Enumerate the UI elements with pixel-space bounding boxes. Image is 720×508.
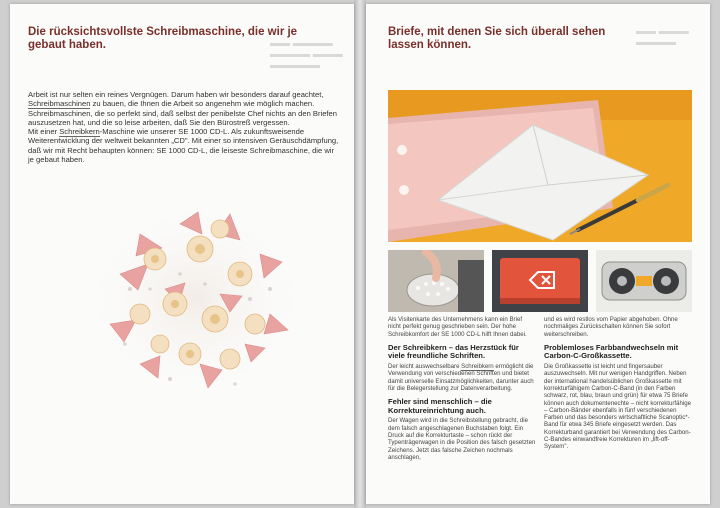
photo-caption: Als Visitenkarte des Unternehmens kann ein Brief nicht perfekt genug geschrieben sein. Der hohe Schreibkomfort der SE 1000 CD-L hilft Ihnen dabei. [388, 316, 527, 338]
body-text: Der leicht auswechselbare [388, 363, 462, 371]
correction-key-photo [492, 250, 588, 312]
section-title-schreibkern: Der Schreibkern – das Herzstück für viele freundliche Schriften. [388, 342, 519, 361]
intro-paragraph-3 [28, 127, 340, 164]
intro-text: Mit einer [28, 127, 60, 137]
intro-underlined-word: Schreibkern [59, 127, 100, 137]
left-intro-text [28, 90, 340, 164]
section-body-korrektur: Der Wagen wird in die Schreibstellung gebracht, die dem falsch angeschlagenen Buchstaben folgt. Ein Druck auf die Korrekturtaste – schon rückt der Typenträgerwagen in die Position des falsch gesetzten Zeichens. Jetzt das falsche Zeichen nochmals anschlagen, [388, 417, 536, 461]
intro-paragraph-1 [28, 90, 340, 109]
ribbon-cassette-photo [596, 250, 692, 312]
body-text: ermöglicht die Verwendung von verschiedenen Schriften und bietet damit universelle Einsatzmöglichkeiten, darunter auch für die Belegerstellung zur Datenverarbeitung. [388, 363, 534, 392]
text-column-left [388, 316, 536, 467]
photo-caption-continued: und es wird restlos vom Papier abgehoben. Ohne nochmaliges Zurückschalten können Sie sofort weiterschreiben. [544, 316, 678, 338]
section-title-farbband: Problemloses Farbbandwechseln mit Carbon-C-Großkassette. [544, 342, 679, 361]
intro-underlined-word: Schreibmaschinen [28, 99, 91, 109]
left-page [10, 4, 354, 504]
section-title-korrektur: Fehler sind menschlich – die Korrektureinrichtung auch. [388, 397, 492, 415]
left-headline: Die rücksichtsvollste Schreibmaschine, die wir je gebaut haben. [28, 26, 298, 51]
section-body-schreibkern [388, 363, 536, 392]
intro-text: Arbeit ist nur selten ein reines Vergnügen. Darum haben wir besonders darauf geachtet, [28, 90, 324, 99]
envelope-photo [388, 90, 692, 242]
intro-text: zu bauen, die Ihnen die Arbeit so angenehm wie möglich machen. [90, 99, 315, 109]
typewriter-element-photo [388, 250, 484, 312]
show-through-text: ▬▬ ▬▬▬▬ ▬▬▬▬ ▬▬▬ ▬▬▬▬▬ [270, 38, 343, 71]
section-body-farbband: Die Großkassette ist leicht und fingersauber auszuwechseln. Mit nur wenigen Handgriffen. Neben der international handelsüblichen Großkassette mit korrekturfähigem Carbon-C-Band (in den Farben schwarz, rot, blau, braun und grün) für etwa 75 Briefe können auch dokumentenechte – nicht korrekturfähige – Carbon-Bänder ebenfalls in fünf verschiedenen Farben und das besonders wirtschaftliche Scanoptic*-Band für etwa 345 Briefe eingesetzt werden. Das Korrekturband garantiert bei Verwendung des Carbon-C-Bandes einwandfreie Korrekturen im „lift-off-System". [544, 363, 692, 451]
intro-text: -Maschine wie unserer SE 1000 CD-L. Als zukunftsweisende Weiterentwicklung der weltweit bekannten „CD". Mit einer so intensiven Geräuschdämpfung, daß wir mit Recht behaupten können: SE 1000 CD-L, die leiseste Schreibmaschine, die wir je gebaut haben. [28, 127, 339, 165]
intro-paragraph-2: Schreibmaschinen, die so perfekt sind, daß selbst der penibelste Chef nichts an den Briefen auszusetzen hat, und die so leise arbeiten, daß Sie den Bürostreß vergessen. [28, 108, 337, 127]
right-headline: Briefe, mit denen Sie sich überall sehen lassen können. [388, 26, 606, 51]
body-underlined-word: Schreibkern [461, 363, 494, 371]
bouquet-photo [80, 194, 310, 404]
right-page [366, 4, 710, 504]
book-gutter [354, 0, 366, 508]
show-through-text: ▬▬ ▬▬▬ ▬▬▬▬ [636, 26, 689, 48]
text-column-right [544, 316, 692, 457]
